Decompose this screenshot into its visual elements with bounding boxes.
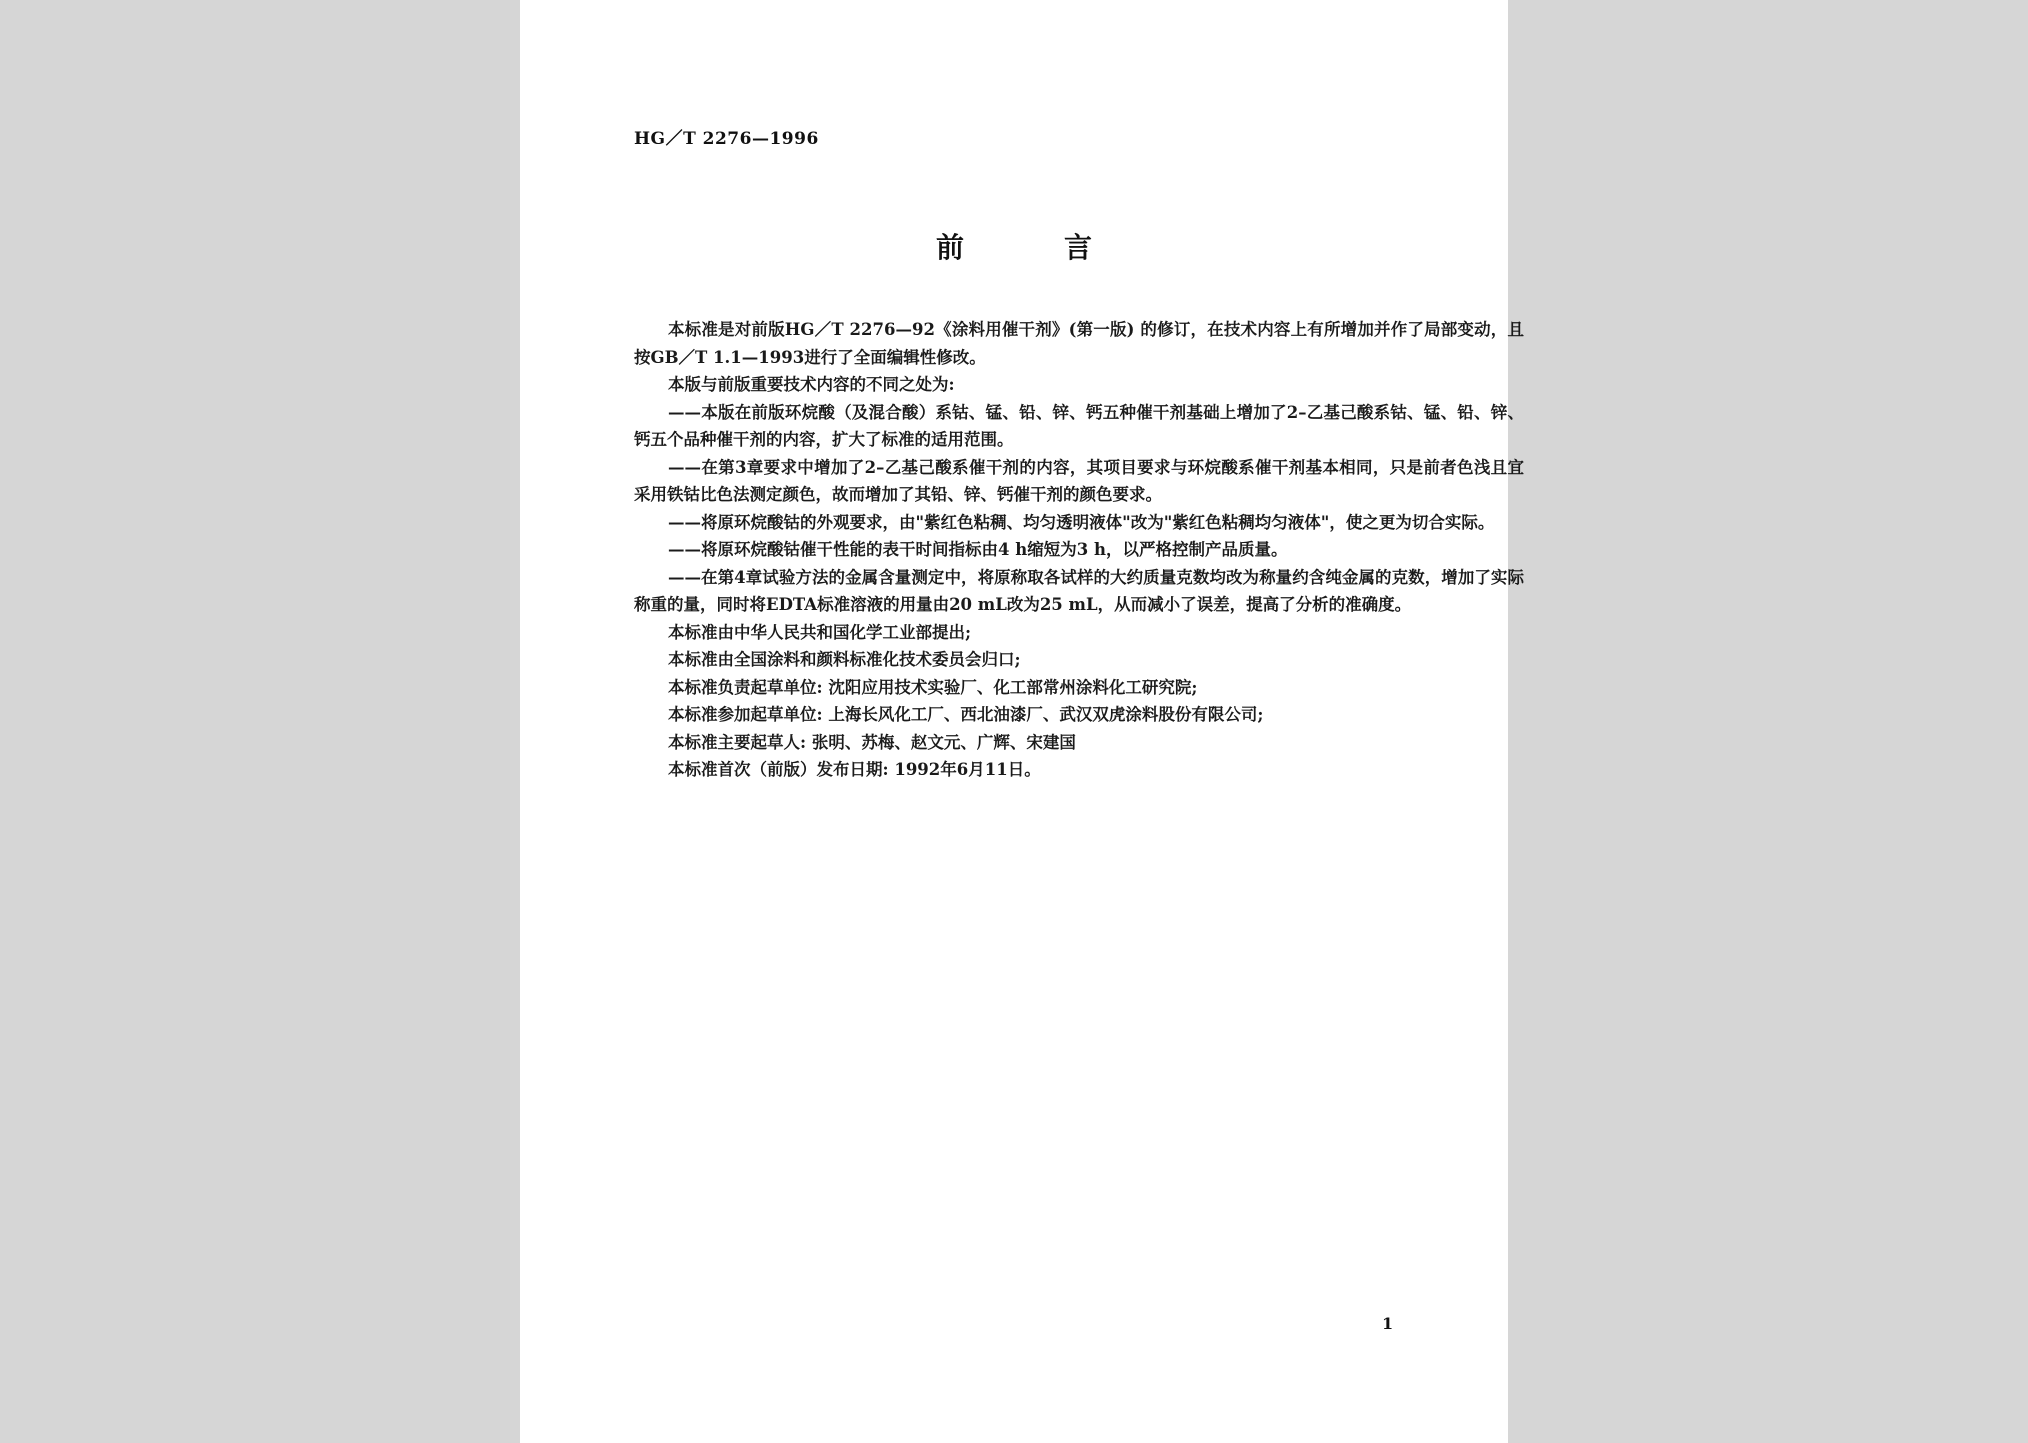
paragraph: ——本版在前版环烷酸（及混合酸）系钴、锰、铅、锌、钙五种催干剂基础上增加了2–乙基己酸系钴、锰、铅、锌、钙五个品种催干剂的内容，扩大了标准的适用范围。 xyxy=(634,402,1524,449)
paragraph: ——将原环烷酸钴的外观要求，由"紫红色粘稠、均匀透明液体"改为"紫红色粘稠均匀液体"，使之更为切合实际。 xyxy=(668,512,1495,532)
paragraph: 本标准由中华人民共和国化学工业部提出; xyxy=(668,622,972,642)
paragraph: 本标准由全国涂料和颜料标准化技术委员会归口; xyxy=(668,650,1021,669)
paragraph: 本标准首次（前版）发布日期: 1992年6月11日。 xyxy=(668,760,1041,779)
foreword-body xyxy=(634,316,1524,784)
paragraph: 本标准是对前版HG／T 2276—92《涂料用催干剂》(第一版) 的修订，在技术内容上有所增加并作了局部变动，且按GB／T 1.1—1993进行了全面编辑性修改。 xyxy=(634,320,1524,367)
paragraph: 本版与前版重要技术内容的不同之处为: xyxy=(668,375,955,394)
paragraph: ——将原环烷酸钴催干性能的表干时间指标由4 h缩短为3 h，以严格控制产品质量。 xyxy=(668,540,1288,559)
paragraph: ——在第3章要求中增加了2–乙基己酸系催干剂的内容，其项目要求与环烷酸系催干剂基本相同，只是前者色浅且宜采用铁钴比色法测定颜色，故而增加了其铅、锌、钙催干剂的颜色要求。 xyxy=(634,457,1524,504)
paragraph: 本标准负责起草单位: 沈阳应用技术实验厂、化工部常州涂料化工研究院; xyxy=(668,677,1198,697)
page-title: 前 言 xyxy=(935,231,1128,264)
page-number: 1 xyxy=(1382,1314,1394,1333)
paragraph: ——在第4章试验方法的金属含量测定中，将原称取各试样的大约质量克数均改为称量约含纯金属的克数，增加了实际称重的量，同时将EDTA标准溶液的用量由20 mL改为25 mL，从而减小了误差，提高了分析的准确度。 xyxy=(634,567,1524,614)
standard-code: HG／T 2276—1996 xyxy=(634,129,819,149)
paragraph: 本标准参加起草单位: 上海长风化工厂、西北油漆厂、武汉双虎涂料股份有限公司; xyxy=(668,705,1264,724)
paragraph: 本标准主要起草人: 张明、苏梅、赵文元、广辉、宋建国 xyxy=(668,732,1076,752)
document-page xyxy=(520,0,1524,1443)
